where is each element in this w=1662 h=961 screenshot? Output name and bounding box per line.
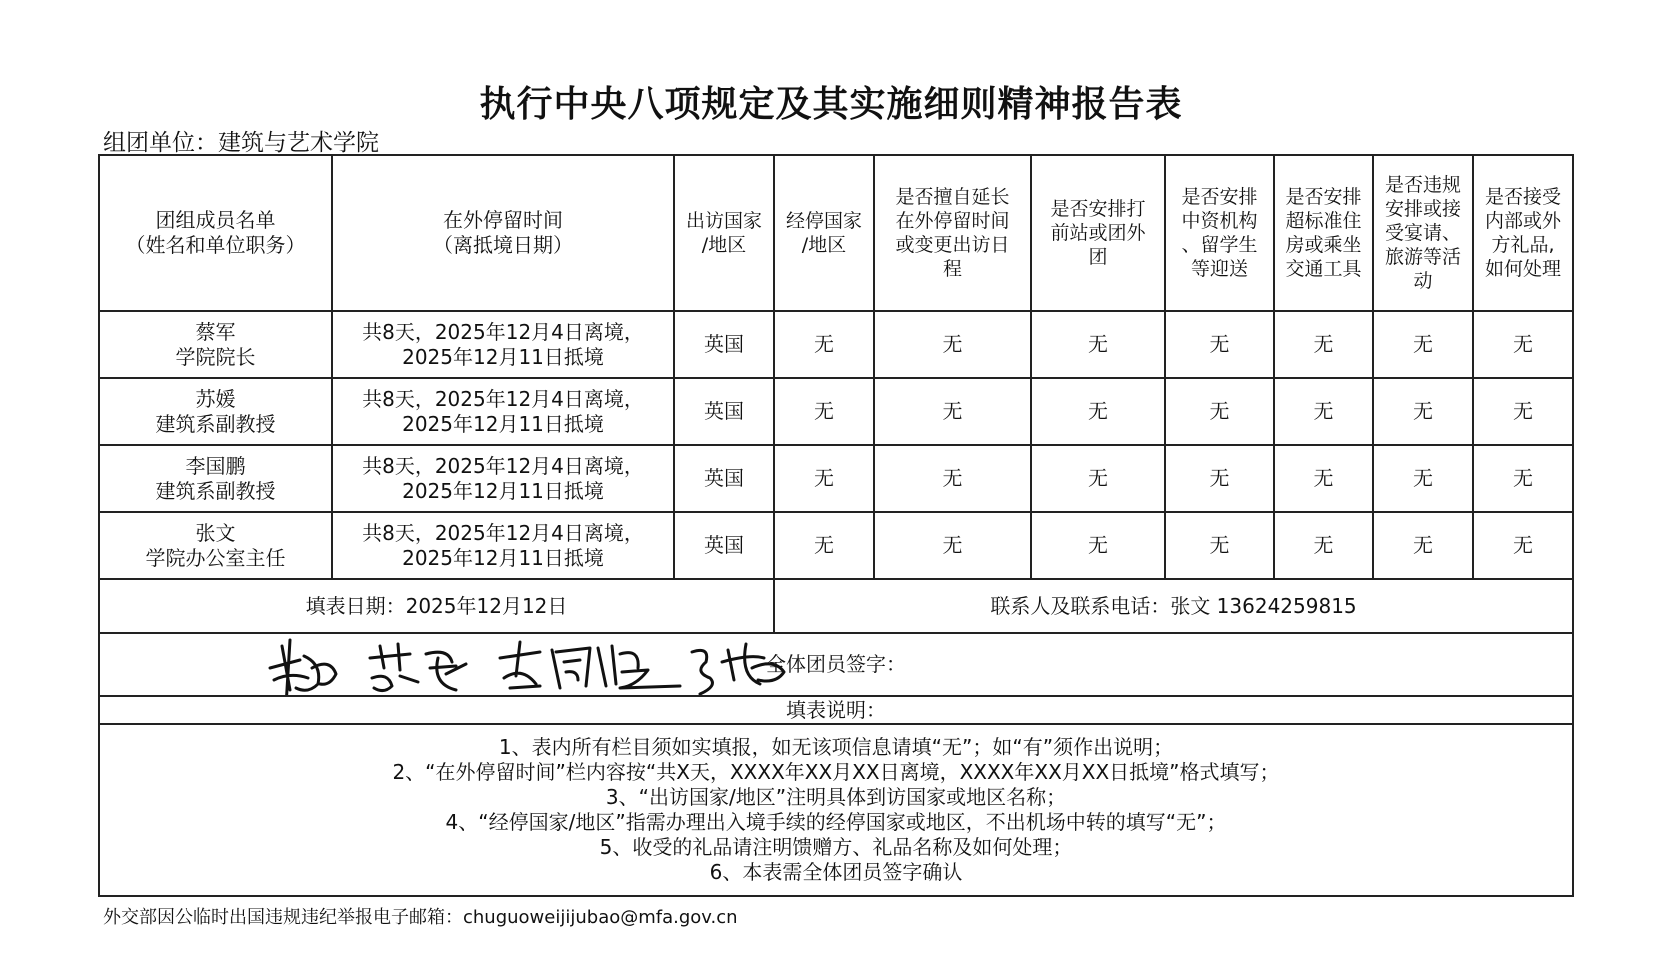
header-reception: 是否安排 中资机构 、留学生 等迎送: [1165, 155, 1274, 311]
station-cell: 无: [1031, 378, 1165, 445]
notes-title: 填表说明：: [99, 696, 1573, 724]
date-contact-row: [99, 579, 1573, 633]
member-row: [99, 445, 1573, 512]
report-title: 执行中央八项规定及其实施细则精神报告表: [479, 84, 1183, 125]
signature-label: 全体团员签字：: [766, 652, 906, 676]
header-row: [99, 155, 1573, 311]
header-banquet: 是否违规 安排或接 受宴请、 旅游等活 动: [1373, 155, 1473, 311]
header-extend-stay: 是否擅自延长 在外停留时间 或变更出访日 程: [874, 155, 1031, 311]
member-row: [99, 378, 1573, 445]
note-item: 2、“在外停留时间”栏内容按“共X天，XXXX年XX月XX日离境，XXXX年XX月XX日抵境”格式填写；: [392, 760, 1280, 784]
banquet-cell: 无: [1373, 445, 1473, 512]
fill-date: 填表日期：2025年12月12日: [99, 579, 774, 633]
note-item: 6、本表需全体团员签字确认: [709, 860, 963, 884]
member-row: [99, 512, 1573, 579]
banquet-cell: 无: [1373, 512, 1473, 579]
station-cell: 无: [1031, 445, 1165, 512]
reception-cell: 无: [1165, 445, 1274, 512]
gift-cell: 无: [1473, 378, 1573, 445]
member-name-cell: 苏媛 建筑系副教授: [99, 378, 332, 445]
notes-cell: [99, 724, 1573, 896]
report-form: [98, 154, 1572, 894]
reception-cell: 无: [1165, 378, 1274, 445]
standard-cell: 无: [1274, 512, 1373, 579]
standard-cell: 无: [1274, 378, 1373, 445]
transit-cell: 无: [774, 512, 874, 579]
report-table: [98, 154, 1574, 897]
gift-cell: 无: [1473, 512, 1573, 579]
banquet-cell: 无: [1373, 311, 1473, 378]
notes-row: [99, 724, 1573, 896]
banquet-cell: 无: [1373, 378, 1473, 445]
country-cell: 英国: [674, 445, 774, 512]
stay-time-cell: 共8天，2025年12月4日离境， 2025年12月11日抵境: [332, 512, 674, 579]
note-item: 5、收受的礼品请注明馈赠方、礼品名称及如何处理；: [599, 835, 1073, 859]
handwritten-signatures: [260, 633, 820, 696]
transit-cell: 无: [774, 378, 874, 445]
signature-cell: [99, 633, 1573, 696]
reception-cell: 无: [1165, 311, 1274, 378]
notes-header-row: [99, 696, 1573, 724]
organizing-unit: 组团单位：建筑与艺术学院: [103, 130, 379, 156]
header-over-standard: 是否安排 超标准住 房或乘坐 交通工具: [1274, 155, 1373, 311]
country-cell: 英国: [674, 512, 774, 579]
stay-time-cell: 共8天，2025年12月4日离境， 2025年12月11日抵境: [332, 378, 674, 445]
standard-cell: 无: [1274, 445, 1373, 512]
member-name-cell: 李国鹏 建筑系副教授: [99, 445, 332, 512]
header-gift: 是否接受 内部或外 方礼品, 如何处理: [1473, 155, 1573, 311]
station-cell: 无: [1031, 512, 1165, 579]
extend-cell: 无: [874, 445, 1031, 512]
station-cell: 无: [1031, 311, 1165, 378]
stay-time-cell: 共8天，2025年12月4日离境， 2025年12月11日抵境: [332, 311, 674, 378]
standard-cell: 无: [1274, 311, 1373, 378]
note-item: 3、“出访国家/地区”注明具体到访国家或地区名称；: [605, 785, 1067, 809]
gift-cell: 无: [1473, 311, 1573, 378]
country-cell: 英国: [674, 311, 774, 378]
reception-cell: 无: [1165, 512, 1274, 579]
header-visit-country: 出访国家 /地区: [674, 155, 774, 311]
signature-row: [99, 633, 1573, 696]
note-item: 1、表内所有栏目须如实填报，如无该项信息请填“无”；如“有”须作出说明；: [498, 735, 1174, 759]
transit-cell: 无: [774, 445, 874, 512]
extend-cell: 无: [874, 378, 1031, 445]
transit-cell: 无: [774, 311, 874, 378]
gift-cell: 无: [1473, 445, 1573, 512]
header-stay-time: 在外停留时间 （离抵境日期）: [332, 155, 674, 311]
member-name-cell: 蔡军 学院院长: [99, 311, 332, 378]
header-advance-team: 是否安排打 前站或团外 团: [1031, 155, 1165, 311]
member-name-cell: 张文 学院办公室主任: [99, 512, 332, 579]
report-email-footer: 外交部因公临时出国违规违纪举报电子邮箱：chuguoweijijubao@mfa.gov.cn: [103, 907, 738, 928]
contact-info: 联系人及联系电话：张文 13624259815: [774, 579, 1573, 633]
country-cell: 英国: [674, 378, 774, 445]
extend-cell: 无: [874, 311, 1031, 378]
note-item: 4、“经停国家/地区”指需办理出入境手续的经停国家或地区，不出机场中转的填写“无”；: [445, 810, 1227, 834]
extend-cell: 无: [874, 512, 1031, 579]
header-transit-country: 经停国家 /地区: [774, 155, 874, 311]
stay-time-cell: 共8天，2025年12月4日离境， 2025年12月11日抵境: [332, 445, 674, 512]
header-member-list: 团组成员名单 （姓名和单位职务）: [99, 155, 332, 311]
member-row: [99, 311, 1573, 378]
